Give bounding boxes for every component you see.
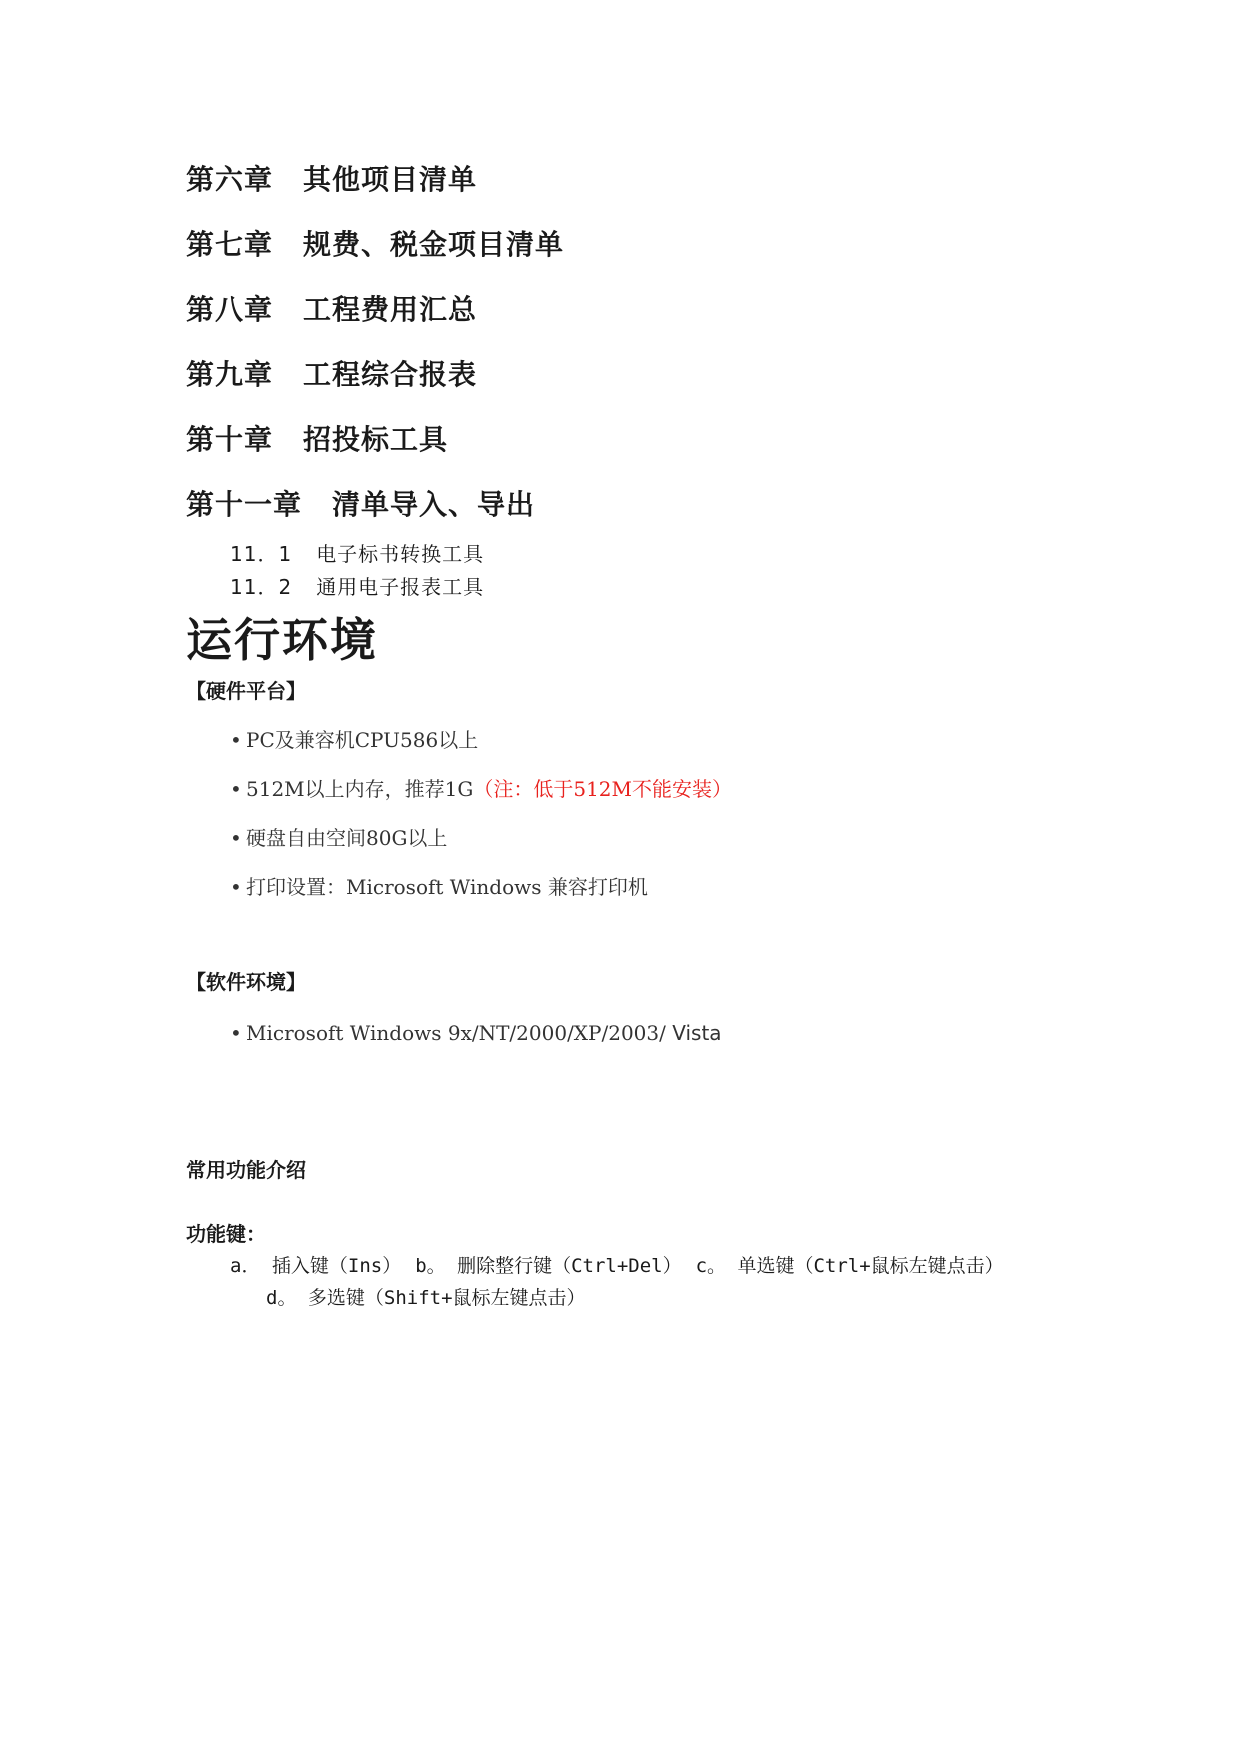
bullet-icon: • <box>230 1021 242 1045</box>
chapter-heading-9 <box>186 357 477 393</box>
function-key-item: c。 单选键（Ctrl+鼠标左键点击） <box>695 1255 1004 1277</box>
subsection-11-1 <box>230 540 484 568</box>
function-keys-line <box>230 1250 1004 1282</box>
hardware-item-note: （注：低于512M不能安装） <box>473 777 733 801</box>
chapter-heading-6 <box>186 162 477 198</box>
hardware-item-text: 512M以上内存，推荐1G <box>246 777 474 801</box>
hardware-heading: 【硬件平台】 <box>186 679 306 703</box>
chapter-title: 其他项目清单 <box>303 163 478 196</box>
function-keys-line <box>266 1282 586 1314</box>
chapter-heading-11 <box>186 487 535 523</box>
hardware-item <box>230 726 478 754</box>
environment-heading: 运行环境 <box>186 613 378 667</box>
software-item-suffix: Vista <box>665 1021 722 1045</box>
chapter-title: 规费、税金项目清单 <box>303 228 565 261</box>
chapter-number: 第八章 <box>186 293 274 326</box>
bullet-icon: • <box>230 728 242 752</box>
bullet-icon: • <box>230 826 242 850</box>
hardware-item <box>230 824 447 852</box>
chapter-number: 第十一章 <box>186 488 303 521</box>
chapter-heading-8 <box>186 292 477 328</box>
chapter-number: 第十章 <box>186 423 274 456</box>
chapter-title: 工程费用汇总 <box>303 293 478 326</box>
function-keys-heading: 功能键： <box>186 1222 266 1246</box>
subsection-title: 通用电子报表工具 <box>316 575 485 599</box>
chapter-title: 招投标工具 <box>303 423 449 456</box>
hardware-item <box>230 873 648 901</box>
software-item <box>230 1019 722 1047</box>
chapter-heading-7 <box>186 227 564 263</box>
chapter-number: 第九章 <box>186 358 274 391</box>
subsection-number: 11．1 <box>230 542 293 566</box>
bullet-icon: • <box>230 777 242 801</box>
subsection-11-2 <box>230 573 484 601</box>
hardware-item-text: PC及兼容机CPU586以上 <box>246 728 479 752</box>
subsection-number: 11．2 <box>230 575 293 599</box>
subsection-title: 电子标书转换工具 <box>316 542 485 566</box>
functions-heading: 常用功能介绍 <box>186 1158 306 1182</box>
bullet-icon: • <box>230 875 242 899</box>
function-key-item: b。 删除整行键（Ctrl+Del） <box>415 1255 682 1277</box>
hardware-item <box>230 775 732 803</box>
chapter-heading-10 <box>186 422 448 458</box>
hardware-item-text: 硬盘自由空间80G以上 <box>246 826 448 850</box>
chapter-number: 第七章 <box>186 228 274 261</box>
function-key-item: d。 多选键（Shift+鼠标左键点击） <box>266 1287 586 1309</box>
chapter-number: 第六章 <box>186 163 274 196</box>
software-item-text: Microsoft Windows 9x/NT/2000/XP/2003/ <box>246 1021 666 1045</box>
chapter-title: 清单导入、导出 <box>332 488 536 521</box>
function-key-item: a． 插入键（Ins） <box>230 1255 402 1277</box>
chapter-title: 工程综合报表 <box>303 358 478 391</box>
software-heading: 【软件环境】 <box>186 970 306 994</box>
hardware-item-text: 打印设置：Microsoft Windows 兼容打印机 <box>246 875 648 899</box>
